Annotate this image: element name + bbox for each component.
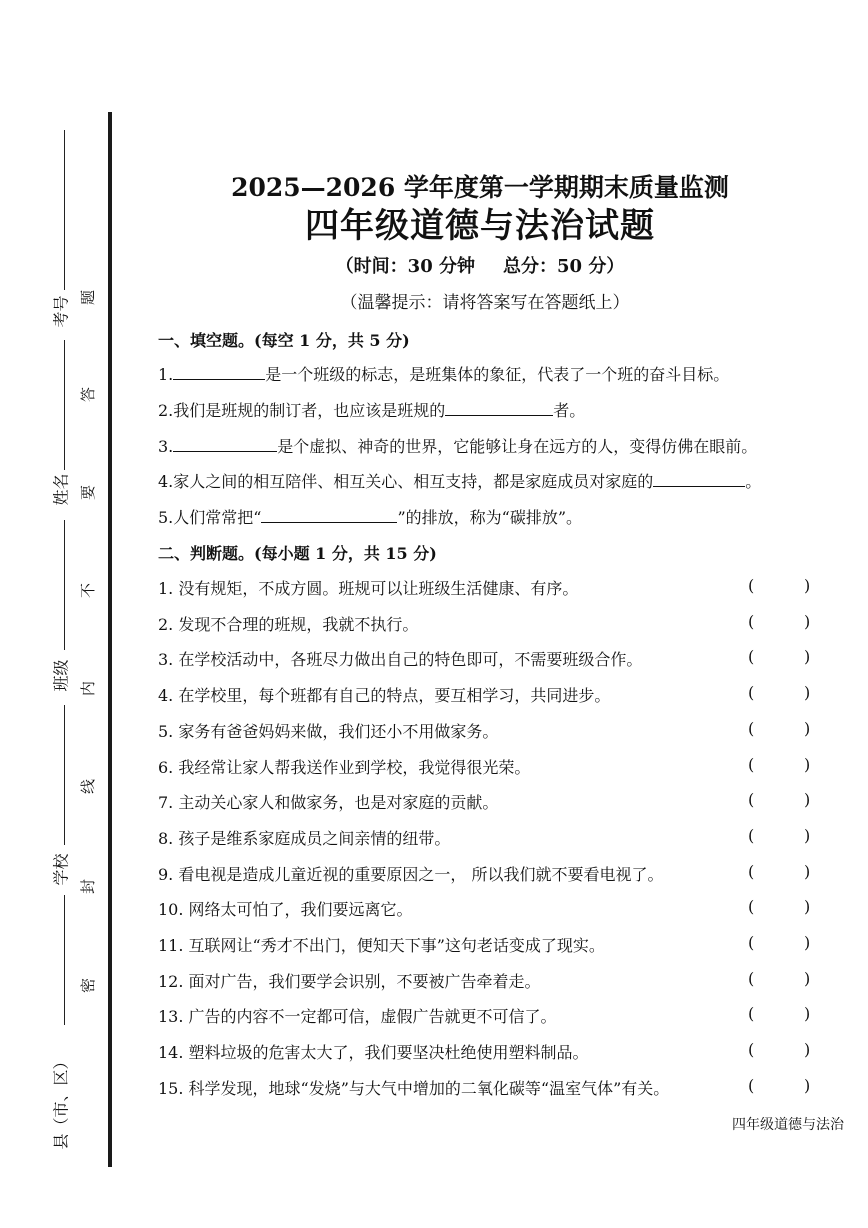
judgement-question: 6. 我经常让家人帮我送作业到学校，我觉得很光荣。	[158, 758, 531, 777]
seal-char: 要	[79, 484, 98, 501]
seal-char: 答	[79, 386, 98, 403]
judgement-question: 8. 孩子是维系家庭成员之间亲情的纽带。	[158, 829, 451, 848]
class-line	[64, 520, 65, 650]
judgement-question: 11. 互联网让“秀才不出门，便知天下事”这句老话变成了现实。	[158, 936, 605, 955]
judgement-question: 1. 没有规矩，不成方圆。班规可以让班级生活健康、有序。	[158, 579, 579, 598]
fill-question: 4.家人之间的相互陪伴、相互关心、相互支持，都是家庭成员对家庭的 。	[158, 472, 762, 491]
seal-char: 密	[79, 977, 98, 994]
fill-question: 1. 是一个班级的标志，是班集体的象征，代表了一个班的奋斗目标。	[158, 365, 730, 384]
answer-blank	[653, 472, 745, 487]
fill-question: 2.我们是班规的制订者，也应该是班规的 者。	[158, 401, 586, 420]
judgement-question: 12. 面对广告，我们要学会识别，不要被广告牵着走。	[158, 972, 541, 991]
judgement-question: 9. 看电视是造成儿童近视的重要原因之一， 所以我们就不要看电视了。	[158, 865, 664, 884]
judgement-question: 3. 在学校活动中，各班尽力做出自己的特色即可，不需要班级合作。	[158, 650, 643, 669]
judgement-question: 7. 主动关心家人和做家务，也是对家庭的贡献。	[158, 793, 499, 812]
exam-score: 总分：50 分）	[503, 256, 625, 277]
binding-rule	[108, 112, 112, 1167]
judgement-question: 2. 发现不合理的班规，我就不执行。	[158, 615, 419, 634]
name-label: 姓名	[51, 473, 71, 506]
seal-char: 题	[79, 289, 98, 306]
class-label: 班级	[51, 659, 71, 692]
county-line	[64, 895, 65, 1025]
judgement-question: 5. 家务有爸爸妈妈来做，我们还小不用做家务。	[158, 722, 499, 741]
answer-blank	[445, 401, 553, 416]
county-label: 县（市、区）	[51, 1053, 71, 1150]
exam-title-line1: 2025—2026 学年度第一学期期末质量监测	[231, 173, 729, 202]
name-line	[64, 340, 65, 470]
exam-time: （时间：30 分钟	[335, 256, 475, 277]
judgement-question: 4. 在学校里，每个班都有自己的特点，要互相学习，共同进步。	[158, 686, 611, 705]
page-footer: 四年级道德与法治	[732, 1117, 844, 1133]
school-label: 学校	[51, 853, 71, 886]
exam-info	[120, 252, 840, 278]
seal-char: 封	[79, 878, 98, 895]
fill-question: 3. 是个虚拟、神奇的世界，它能够让身在远方的人，变得仿佛在眼前。	[158, 437, 758, 456]
answer-blank	[173, 437, 277, 452]
seal-char: 线	[79, 778, 98, 795]
section1-heading: 一、填空题。(每空 1 分，共 5 分)	[158, 331, 410, 350]
judgement-question: 13. 广告的内容不一定都可信，虚假广告就更不可信了。	[158, 1007, 557, 1026]
exam-no-label: 考号	[51, 295, 71, 328]
answer-blank	[261, 508, 397, 523]
judgement-question: 10. 网络太可怕了，我们要远离它。	[158, 900, 413, 919]
exam-title-line2: 四年级道德与法治试题	[305, 206, 655, 246]
exam-no-line	[64, 130, 65, 290]
fill-question: 5.人们常常把“ ”的排放，称为“碳排放”。	[158, 508, 582, 527]
answer-blank	[173, 365, 265, 380]
section2-heading: 二、判断题。(每小题 1 分，共 15 分)	[158, 544, 437, 563]
seal-char: 内	[79, 680, 98, 697]
judgement-question: 15. 科学发现，地球“发烧”与大气中增加的二氧化碳等“温室气体”有关。	[158, 1079, 670, 1098]
seal-char: 不	[79, 582, 98, 599]
judgement-question: 14. 塑料垃圾的危害太大了，我们要坚决杜绝使用塑料制品。	[158, 1043, 589, 1062]
school-line	[64, 705, 65, 845]
exam-hint: （温馨提示：请将答案写在答题纸上）	[340, 293, 630, 313]
